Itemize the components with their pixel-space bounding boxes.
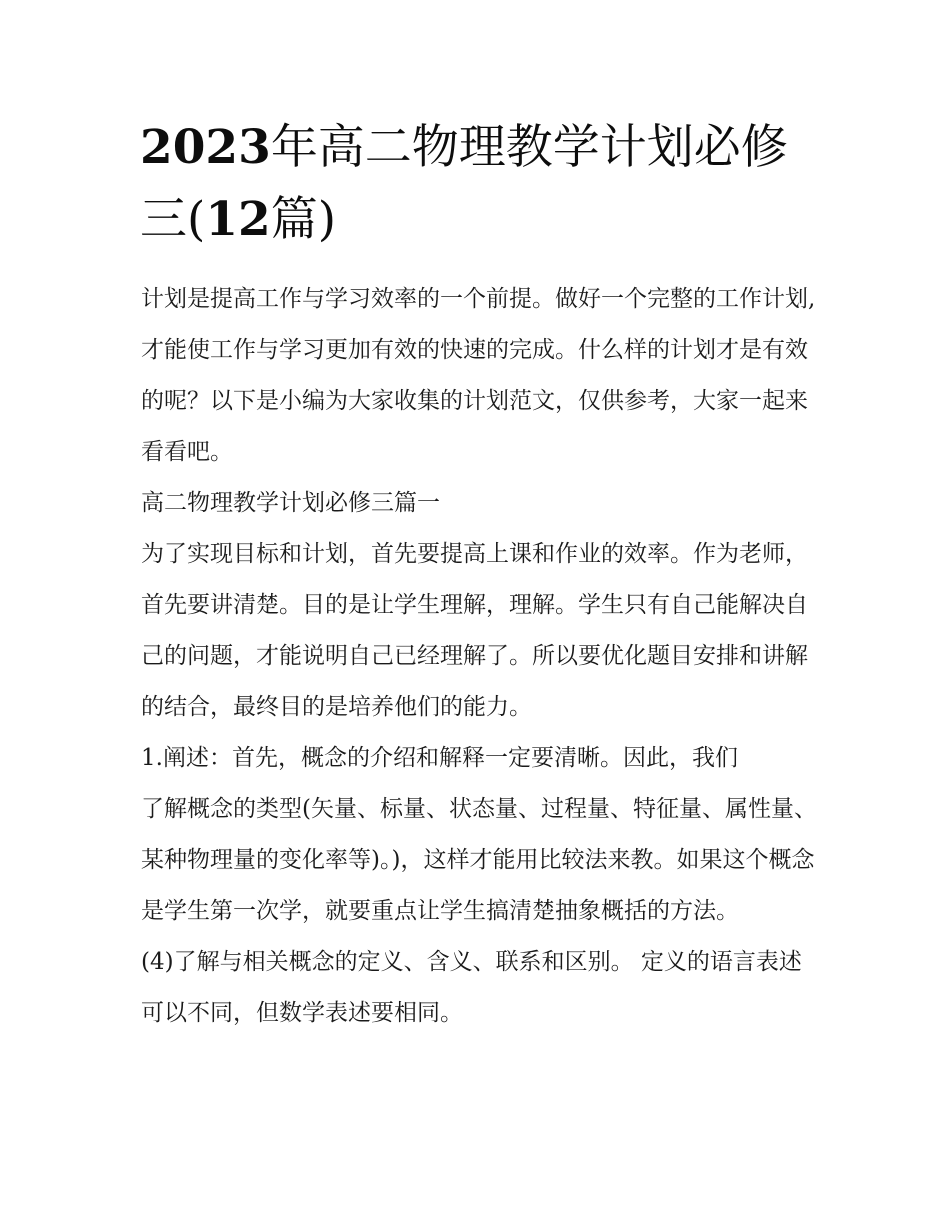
title-year: 2023 [140,120,271,175]
intro-paragraph: 计划是提高工作与学习效率的一个前提。做好一个完整的工作计划,才能使工作与学习更加有效的快速的完成。什么样的计划才是有效的呢？以下是小编为大家收集的计划范文，仅供参考，大家一起来看看吧。 [141,286,816,465]
section-heading: 高二物理教学计划必修三篇一 [141,490,440,516]
title-suffix: 篇) [270,192,337,247]
document-title [140,112,820,256]
document-body [141,274,821,1039]
list-item-4: (4)了解与相关概念的定义、含义、联系和区别。 定义的语言表述可以不同，但数学表述要相同。 [141,949,802,1026]
title-count: 12 [205,192,271,247]
title-main: 年高二物理教学计划必修三( [140,120,788,247]
body-paragraph: 了解概念的类型(矢量、标量、状态量、过程量、特征量、属性量、某种物理量的变化率等)。)，这样才能用比较法来教。如果这个概念是学生第一次学，就要重点让学生搞清楚抽象概括的方法。 [141,796,817,924]
list-item-1: 1.阐述：首先，概念的介绍和解释一定要清晰。因此，我们 [141,745,738,771]
body-paragraph: 为了实现目标和计划，首先要提高上课和作业的效率。作为老师，首先要讲清楚。目的是让学生理解，理解。学生只有自己能解决自己的问题，才能说明自己已经理解了。所以要优化题目安排和讲解的结合，最终目的是培养他们的能力。 [141,541,808,720]
